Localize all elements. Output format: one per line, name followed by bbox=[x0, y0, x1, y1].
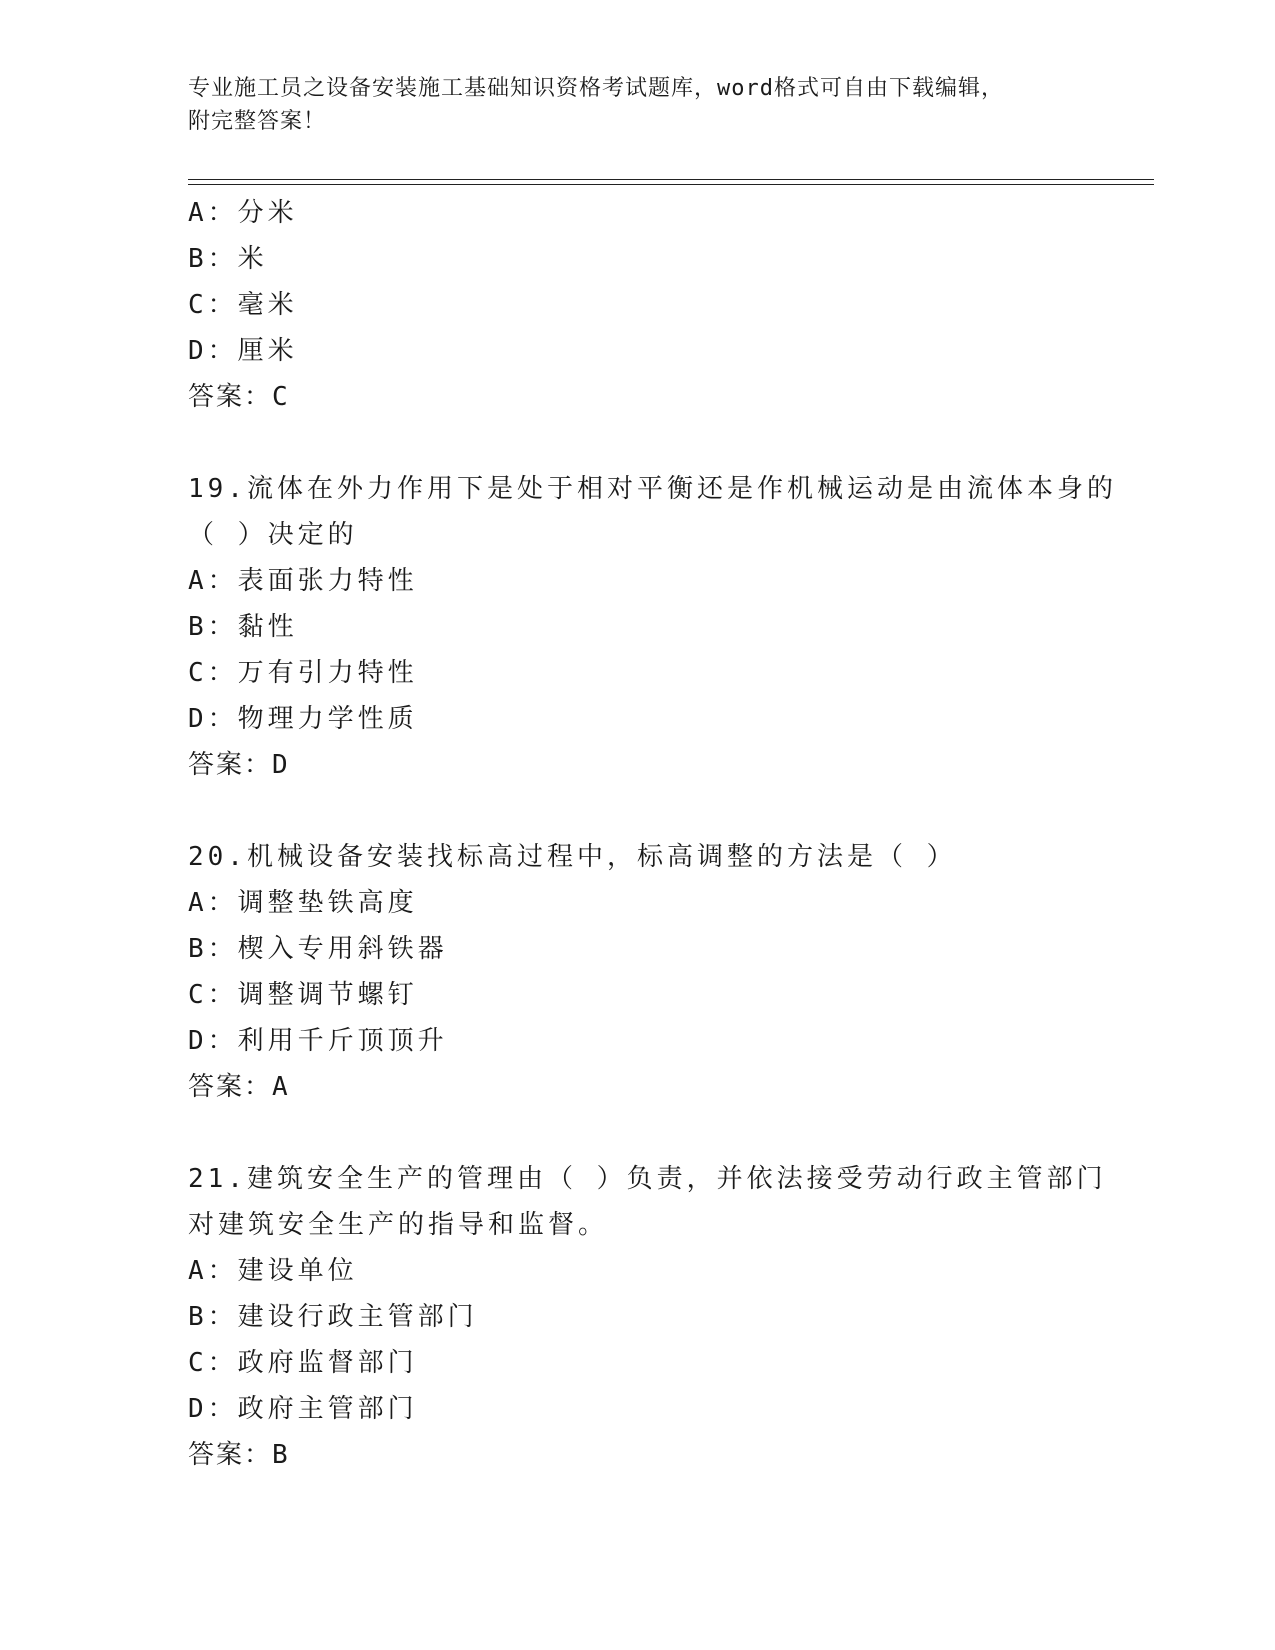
spacer bbox=[188, 420, 1088, 466]
answer: 答案：A bbox=[188, 1072, 290, 1102]
question-20 bbox=[188, 834, 1088, 1110]
question-19 bbox=[188, 466, 1117, 788]
answer: 答案：B bbox=[188, 1440, 290, 1470]
option-b: B：米 bbox=[188, 244, 268, 274]
option-d: D：物理力学性质 bbox=[188, 704, 418, 734]
option-b: B：建设行政主管部门 bbox=[188, 1302, 478, 1332]
header-rule-bottom bbox=[188, 184, 1154, 185]
question-18 bbox=[188, 190, 1088, 420]
answer: 答案：C bbox=[188, 382, 290, 412]
option-a: A：分米 bbox=[188, 198, 298, 228]
question-21 bbox=[188, 1156, 1107, 1478]
spacer bbox=[188, 788, 1088, 834]
question-stem-line-2: （ ）决定的 bbox=[188, 520, 358, 550]
option-d: D：利用千斤顶顶升 bbox=[188, 1026, 448, 1056]
header-line-2: 附完整答案！ bbox=[188, 109, 327, 134]
question-stem-line-2: 对建筑安全生产的指导和监督。 bbox=[188, 1210, 609, 1240]
option-c: C：政府监督部门 bbox=[188, 1348, 418, 1378]
option-c: C：毫米 bbox=[188, 290, 298, 320]
option-c: C：调整调节螺钉 bbox=[188, 980, 418, 1010]
option-a: A：建设单位 bbox=[188, 1256, 358, 1286]
question-stem-line-1: 20.机械设备安装找标高过程中，标高调整的方法是（ ） bbox=[188, 842, 957, 872]
answer: 答案：D bbox=[188, 750, 290, 780]
option-d: D：政府主管部门 bbox=[188, 1394, 418, 1424]
option-a: A：表面张力特性 bbox=[188, 566, 418, 596]
question-stem-line-1: 19.流体在外力作用下是处于相对平衡还是作机械运动是由流体本身的 bbox=[188, 474, 1117, 504]
spacer bbox=[188, 1110, 1088, 1156]
header-line-1: 专业施工员之设备安装施工基础知识资格考试题库，word格式可自由下载编辑， bbox=[188, 76, 1004, 101]
option-c: C：万有引力特性 bbox=[188, 658, 418, 688]
option-b: B：黏性 bbox=[188, 612, 298, 642]
option-d: D：厘米 bbox=[188, 336, 298, 366]
question-list bbox=[188, 190, 1117, 1478]
document-header bbox=[188, 72, 1088, 138]
option-b: B：楔入专用斜铁器 bbox=[188, 934, 448, 964]
question-stem-line-1: 21.建筑安全生产的管理由（ ）负责，并依法接受劳动行政主管部门 bbox=[188, 1164, 1107, 1194]
header-rule-top bbox=[188, 179, 1154, 180]
option-a: A：调整垫铁高度 bbox=[188, 888, 418, 918]
